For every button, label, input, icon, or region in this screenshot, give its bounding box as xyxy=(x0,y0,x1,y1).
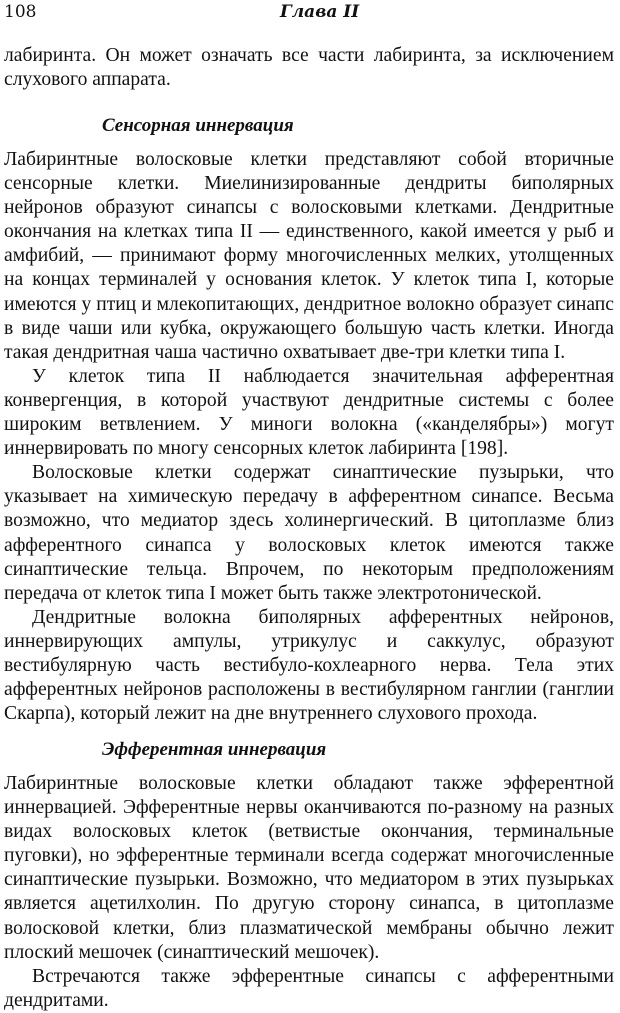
page-number: 108 xyxy=(4,2,37,22)
paragraph: У клеток типа II наблюдается значительная афферентная конвергенция, в которой участвуют дендритные системы с более широким ветвлением. У миноги волокна («канделябры») могут иннервировать по многу сенсорных клеток лабиринта [198]. xyxy=(4,365,614,460)
paragraph: Лабиринтные волосковые клетки представляют собой вторичные сенсорные клетки. Миелинизированные дендриты биполярных нейронов образуют синапсы с волосковыми клетками. Дендритные окончания на клетках типа II — единственного, какой имеется у рыб и амфибий, — принимают форму многочисленных мелких, утолщенных на концах терминалей у основания клеток. У клеток типа I, которые имеются у птиц и млекопитающих, дендритное волокно образует синапс в виде чаши или кубка, окружающего большую часть клетки. Иногда такая дендритная чаша частично охватывает две-три клетки типа I. xyxy=(4,149,614,363)
chapter-title: Глава II xyxy=(280,2,360,22)
paragraph: Дендритные волокна биполярных афферентных нейронов, иннервирующих ампулы, утрикулус и саккулус, образуют вестибулярную часть вестибуло-кохлеарного нерва. Тела этих афферентных нейронов расположены в вестибулярном ганглии (ганглии Скарпа), который лежит на дне внутреннего слухового прохода. xyxy=(4,606,614,725)
section-body-efferent xyxy=(4,772,614,1013)
running-head xyxy=(4,2,612,28)
section-heading-efferent: Эфферентная иннервация xyxy=(102,739,327,760)
intro-text xyxy=(4,44,614,92)
intro-paragraph: лабиринта. Он может означать все части лабиринта, за исключением слухового аппарата. xyxy=(4,45,614,91)
paragraph: Встречаются также эфферентные синапсы с афферентными дендритами. xyxy=(4,965,614,1011)
paragraph: Лабиринтные волосковые клетки обладают также эфферентной иннервацией. Эфферентные нервы оканчиваются по-разному на разных видах волосковых клеток (ветвистые окончания, терминальные пуговки), но эфферентные терминали всегда содержат многочисленные синаптические пузырьки. Возможно, что медиатором в этих пузырьках является ацетилхолин. По другую сторону синапса, в цитоплазме волосковой клетки, близ плазматической мембраны обычно лежит плоский мешочек (синаптический мешочек). xyxy=(4,773,614,963)
section-heading-sensory: Сенсорная иннервация xyxy=(102,115,294,136)
section-body-sensory xyxy=(4,148,614,726)
paragraph: Волосковые клетки содержат синаптические пузырьки, что указывает на химическую передачу в афферентном синапсе. Весьма возможно, что медиатор здесь холинергический. В цитоплазме близ афферентного синапса у волосковых клеток имеются также синаптические тельца. Впрочем, по некоторым предположениям передача от клеток типа I может быть также электротонической. xyxy=(4,462,614,604)
